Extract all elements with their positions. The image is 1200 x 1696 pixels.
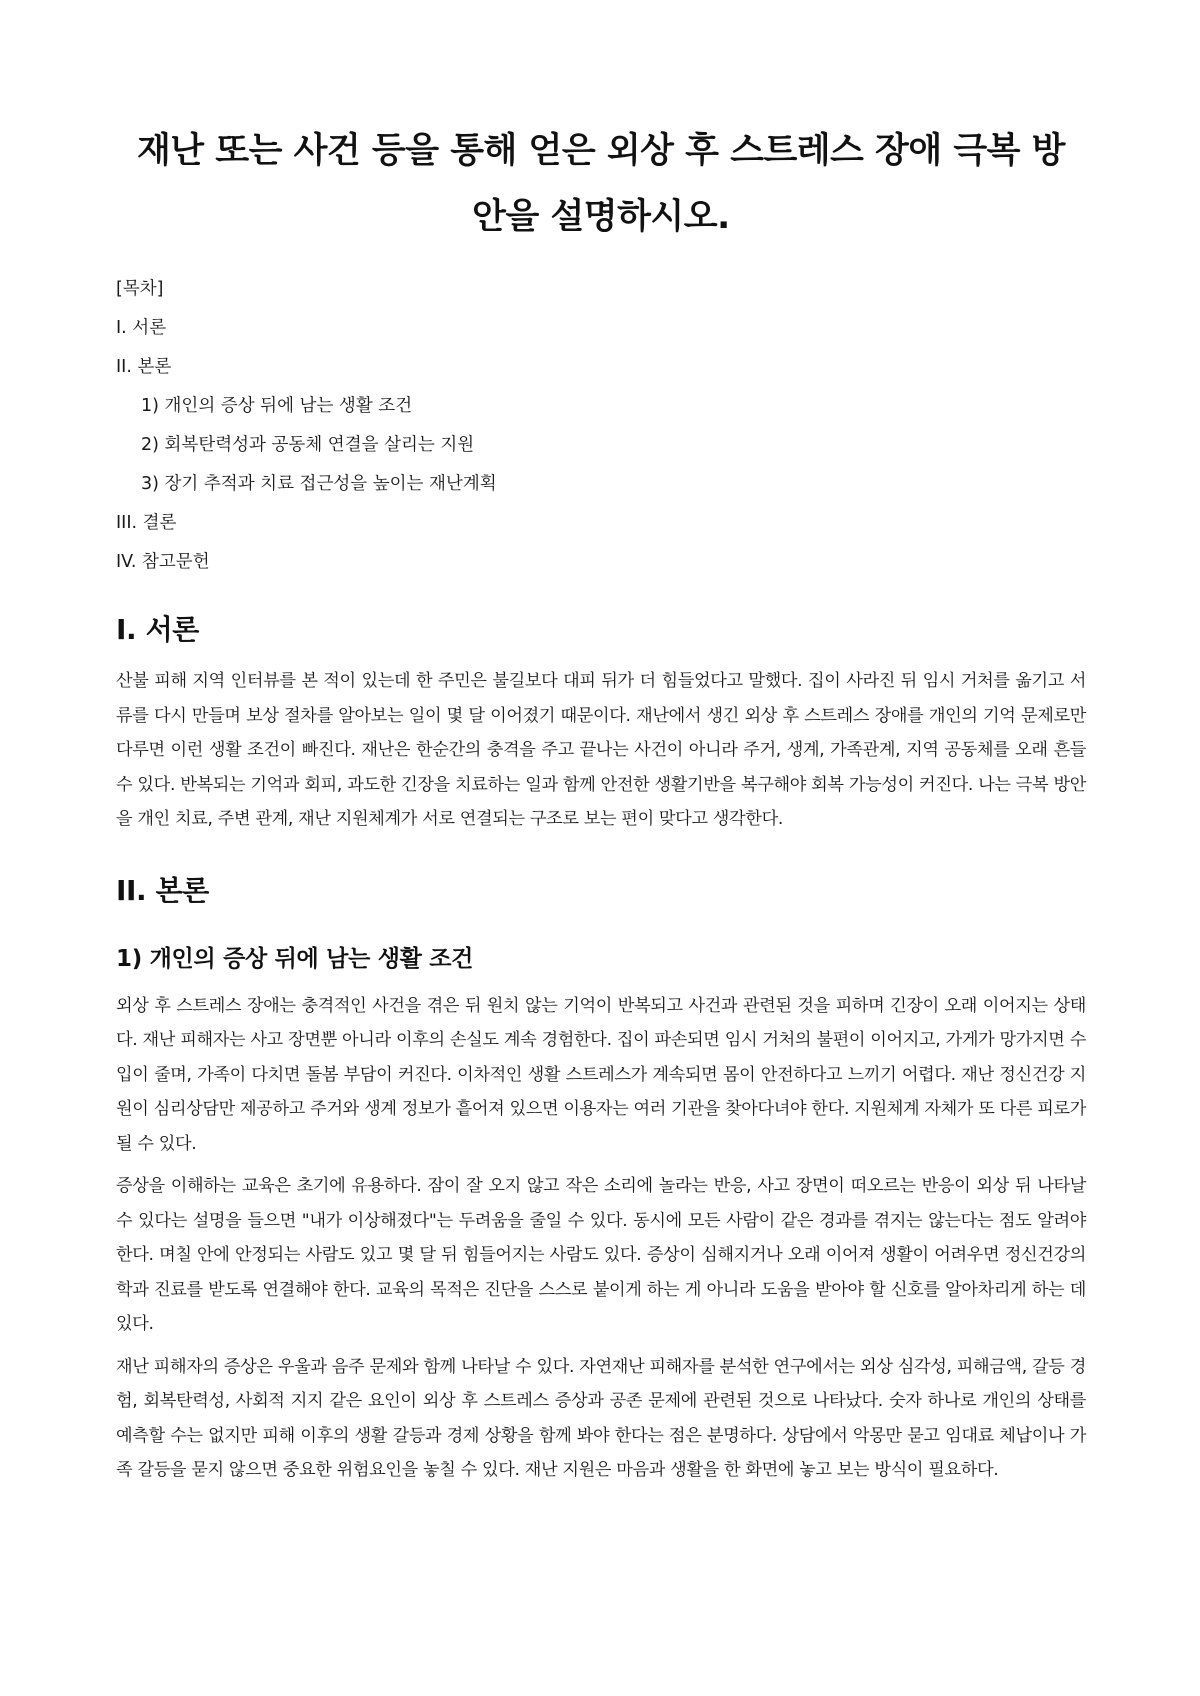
toc-item-conclusion: III. 결론 <box>116 513 177 533</box>
table-of-contents <box>116 270 1086 582</box>
section-1-paragraph-3: 재난 피해자의 증상은 우울과 음주 문제와 함께 나타날 수 있다. 자연재난 피해자를 분석한 연구에서는 외상 심각성, 피해금액, 갈등 경험, 회복탄력성, 사회적 지지 같은 요인이 외상 후 스트레스 증상과 공존 문제에 관련된 것으로 나타났다. 숫자 하나로 개인의 상태를 예측할 수는 없지만 피해 이후의 생활 갈등과 경제 상황을 함께 봐야 한다는 점은 분명하다. 상담에서 악몽만 묻고 임대료 체납이나 가족 갈등을 묻지 않으면 중요한 위험요인을 놓칠 수 있다. 재난 지원은 마음과 생활을 한 화면에 놓고 보는 방식이 필요하다. <box>116 1356 1086 1480</box>
toc-subitem-2: 2) 회복탄력성과 공동체 연결을 살리는 지원 <box>141 435 475 455</box>
introduction-heading: I. 서론 <box>116 613 199 646</box>
toc-subitem-3: 3) 장기 추적과 치료 접근성을 높이는 재난계획 <box>141 474 497 494</box>
toc-item-references: IV. 참고문헌 <box>116 552 210 572</box>
toc-subitem-1: 1) 개인의 증상 뒤에 남는 생활 조건 <box>141 396 413 416</box>
document-title: 재난 또는 사건 등을 통해 얻은 외상 후 스트레스 장애 극복 방안을 설명하시오. <box>137 131 1065 237</box>
section-1-heading: 1) 개인의 증상 뒤에 남는 생활 조건 <box>116 945 474 972</box>
toc-item-introduction: I. 서론 <box>116 318 167 338</box>
section-1-paragraph-2: 증상을 이해하는 교육은 초기에 유용하다. 잠이 잘 오지 않고 작은 소리에 놀라는 반응, 사고 장면이 떠오르는 반응이 외상 뒤 나타날 수 있다는 설명을 들으면 "내가 이상해졌다"는 두려움을 줄일 수 있다. 동시에 모든 사람이 같은 경과를 겪지는 않는다는 점도 알려야 한다. 며칠 안에 안정되는 사람도 있고 몇 달 뒤 힘들어지는 사람도 있다. 증상이 심해지거나 오래 이어져 생활이 어려우면 정신건강의학과 진료를 받도록 연결해야 한다. 교육의 목적은 진단을 스스로 붙이게 하는 게 아니라 도움을 받아야 할 신호를 알아차리게 하는 데 있다. <box>116 1176 1086 1334</box>
toc-item-body: II. 본론 <box>116 357 172 377</box>
toc-heading: [목차] <box>116 279 164 299</box>
introduction-paragraph: 산불 피해 지역 인터뷰를 본 적이 있는데 한 주민은 불길보다 대피 뒤가 더 힘들었다고 말했다. 집이 사라진 뒤 임시 거처를 옮기고 서류를 다시 만들며 보상 절차를 알아보는 일이 몇 달 이어졌기 때문이다. 재난에서 생긴 외상 후 스트레스 장애를 개인의 기억 문제로만 다루면 이런 생활 조건이 빠진다. 재난은 한순간의 충격을 주고 끝나는 사건이 아니라 주거, 생계, 가족관계, 지역 공동체를 오래 흔들 수 있다. 반복되는 기억과 회피, 과도한 긴장을 치료하는 일과 함께 안전한 생활기반을 복구해야 회복 가능성이 커진다. 나는 극복 방안을 개인 치료, 주변 관계, 재난 지원체계가 서로 연결되는 구조로 보는 편이 맞다고 생각한다. <box>116 671 1086 829</box>
section-1-paragraph-1: 외상 후 스트레스 장애는 충격적인 사건을 겪은 뒤 원치 않는 기억이 반복되고 사건과 관련된 것을 피하며 긴장이 오래 이어지는 상태다. 재난 피해자는 사고 장면뿐 아니라 이후의 손실도 계속 경험한다. 집이 파손되면 임시 거처의 불편이 이어지고, 가게가 망가지면 수입이 줄며, 가족이 다치면 돌봄 부담이 커진다. 이차적인 생활 스트레스가 계속되면 몸이 안전하다고 느끼기 어렵다. 재난 정신건강 지원이 심리상담만 제공하고 주거와 생계 정보가 흩어져 있으면 이용자는 여러 기관을 찾아다녀야 한다. 지원체계 자체가 또 다른 피로가 될 수 있다. <box>116 995 1086 1154</box>
body-heading: II. 본론 <box>116 873 209 907</box>
